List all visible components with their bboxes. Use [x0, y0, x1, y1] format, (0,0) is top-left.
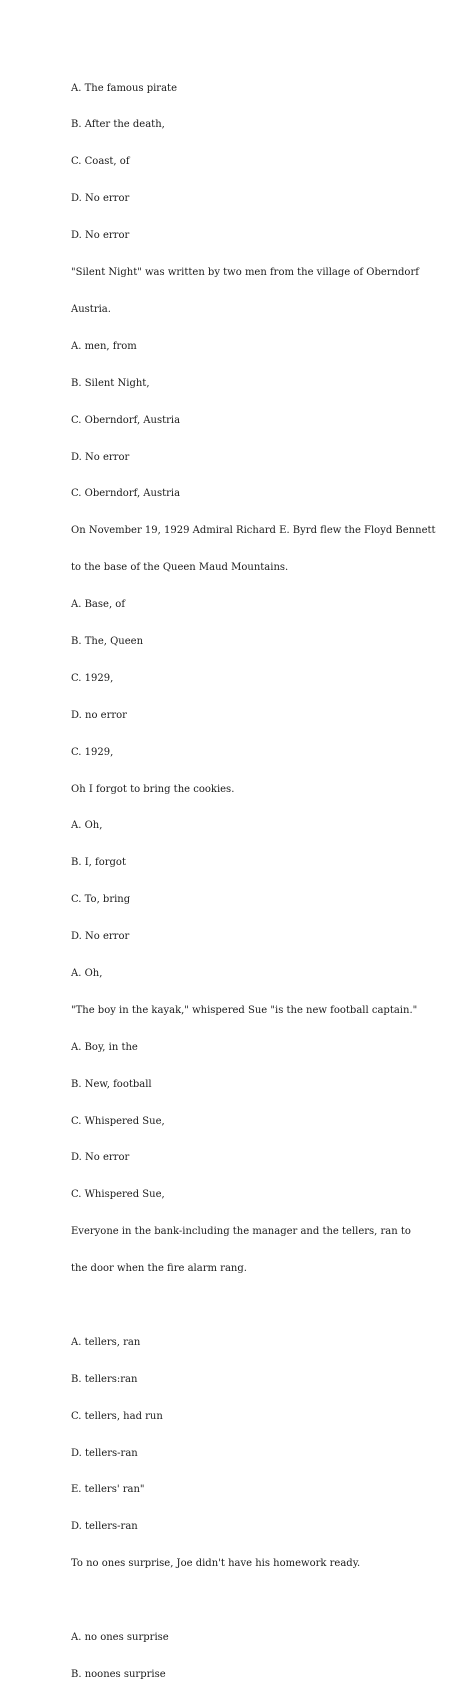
- question-text: Everyone in the bank-including the manager and the tellers, ran to: [71, 1226, 411, 1238]
- question-text: the door when the fire alarm rang.: [71, 1263, 247, 1275]
- text-line: C. Coast, of: [71, 156, 130, 168]
- text-line: D. tellers-ran: [71, 1447, 138, 1459]
- text-line: B. New, football: [71, 1078, 152, 1090]
- text-line: D. No error: [71, 230, 130, 242]
- blank-line: [71, 1595, 451, 1607]
- text-line: D. No error: [71, 1152, 130, 1164]
- answer-line: C. Whispered Sue,: [71, 1189, 165, 1201]
- text-line: A. The famous pirate: [71, 82, 177, 94]
- question-text: to the base of the Queen Maud Mountains.: [71, 562, 289, 574]
- text-line: B. tellers:ran: [71, 1373, 138, 1385]
- text-line: D. No error: [71, 931, 130, 943]
- text-line: B. I, forgot: [71, 857, 126, 869]
- blank-line: [71, 1300, 451, 1312]
- text-line: D. no error: [71, 709, 127, 721]
- document-body: [71, 58, 451, 1706]
- text-line: B. After the death,: [71, 119, 165, 131]
- answer-line: D. tellers-ran: [71, 1521, 138, 1533]
- text-line: C. Oberndorf, Austria: [71, 414, 181, 426]
- text-line: C. To, bring: [71, 894, 131, 906]
- answer-line: A. Oh,: [71, 967, 103, 979]
- text-line: B. The, Queen: [71, 635, 144, 647]
- text-line: A. tellers, ran: [71, 1336, 141, 1348]
- text-line: A. Base, of: [71, 599, 126, 611]
- question-text: On November 19, 1929 Admiral Richard E. Byrd flew the Floyd Bennett: [71, 525, 436, 537]
- answer-line: C. 1929,: [71, 746, 114, 758]
- text-line: C. tellers, had run: [71, 1410, 163, 1422]
- text-line: B. noones surprise: [71, 1668, 166, 1680]
- text-line: C. 1929,: [71, 672, 114, 684]
- text-line: D. No error: [71, 451, 130, 463]
- text-line: A. Oh,: [71, 820, 103, 832]
- text-line: D. No error: [71, 193, 130, 205]
- answer-line: C. Oberndorf, Austria: [71, 488, 181, 500]
- text-line: C. Whispered Sue,: [71, 1115, 165, 1127]
- question-text: "The boy in the kayak," whispered Sue "is the new football captain.": [71, 1004, 418, 1016]
- question-text: Oh I forgot to bring the cookies.: [71, 783, 235, 795]
- text-line: B. Silent Night,: [71, 377, 150, 389]
- text-line: E. tellers' ran": [71, 1484, 145, 1496]
- question-text: "Silent Night" was written by two men from the village of Oberndorf: [71, 267, 419, 279]
- text-line: A. men, from: [71, 340, 137, 352]
- question-text: To no ones surprise, Joe didn't have his homework ready.: [71, 1558, 361, 1570]
- text-line: A. no ones surprise: [71, 1632, 169, 1643]
- text-line: A. Boy, in the: [71, 1041, 138, 1053]
- question-text: Austria.: [71, 303, 111, 315]
